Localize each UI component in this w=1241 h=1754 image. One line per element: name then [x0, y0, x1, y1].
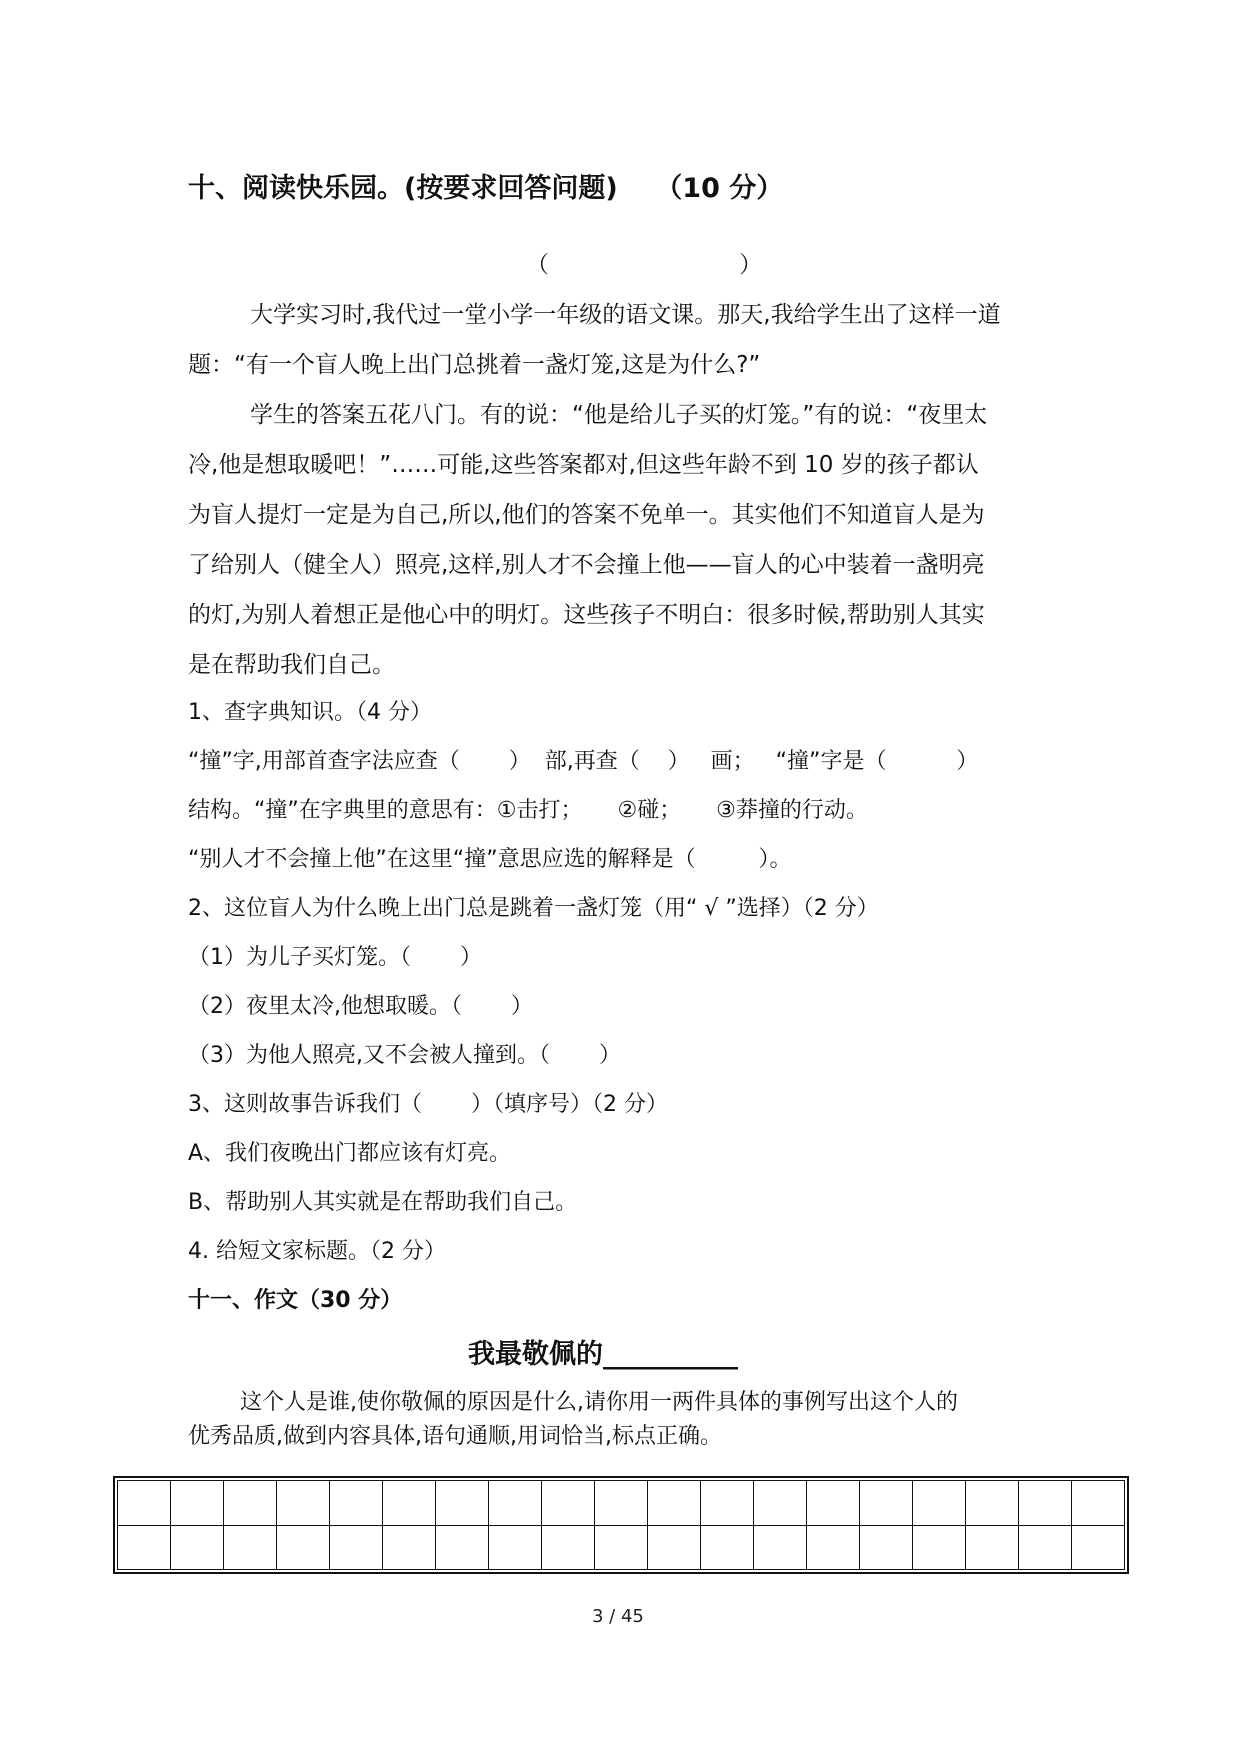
- writing-cell[interactable]: [489, 1525, 542, 1570]
- writing-cell[interactable]: [224, 1481, 277, 1526]
- writing-cell[interactable]: [171, 1525, 224, 1570]
- writing-cell[interactable]: [1019, 1525, 1072, 1570]
- writing-cell[interactable]: [595, 1481, 648, 1526]
- writing-grid-row: [118, 1525, 1125, 1570]
- page-number: 3 / 45: [592, 1606, 644, 1627]
- writing-cell[interactable]: [807, 1481, 860, 1526]
- essay-title: 我最敬佩的__________: [468, 1339, 738, 1370]
- question-3-title: 3、这则故事告诉我们（ ）（填序号）（2 分）: [188, 1092, 668, 1117]
- writing-cell[interactable]: [330, 1525, 383, 1570]
- section-10-heading: 十、阅读快乐园。(按要求回答问题) （10 分）: [188, 173, 784, 204]
- question-1-line: “别人才不会撞上他”在这里“撞”意思应选的解释是（ ）。: [188, 847, 792, 872]
- passage-line: 了给别人（健全人）照亮,这样,别人才不会撞上他——盲人的心中装着一盏明亮: [188, 552, 985, 578]
- writing-cell[interactable]: [277, 1525, 330, 1570]
- writing-cell[interactable]: [224, 1525, 277, 1570]
- question-1-line: 结构。“撞”在字典里的意思有：①击打； ②碰； ③莽撞的行动。: [188, 798, 868, 823]
- passage-line: 的灯,为别人着想正是他心中的明灯。这些孩子不明白：很多时候,帮助别人其实: [188, 602, 985, 628]
- writing-cell[interactable]: [966, 1481, 1019, 1526]
- writing-cell[interactable]: [171, 1481, 224, 1526]
- writing-cell[interactable]: [1019, 1481, 1072, 1526]
- passage-line: 大学实习时,我代过一堂小学一年级的语文课。那天,我给学生出了这样一道: [250, 302, 1001, 328]
- question-1-title: 1、查字典知识。（4 分）: [188, 700, 432, 725]
- writing-grid[interactable]: [113, 1476, 1129, 1574]
- writing-cell[interactable]: [966, 1525, 1019, 1570]
- passage-line: 为盲人提灯一定是为自己,所以,他们的答案不免单一。其实他们不知道盲人是为: [188, 502, 985, 528]
- writing-cell[interactable]: [1072, 1525, 1125, 1570]
- writing-cell[interactable]: [913, 1525, 966, 1570]
- writing-cell[interactable]: [701, 1525, 754, 1570]
- writing-cell[interactable]: [860, 1481, 913, 1526]
- writing-cell[interactable]: [754, 1481, 807, 1526]
- writing-cell[interactable]: [648, 1525, 701, 1570]
- question-3-option: B、帮助别人其实就是在帮助我们自己。: [188, 1190, 578, 1215]
- writing-cell[interactable]: [807, 1525, 860, 1570]
- essay-instructions-line: 优秀品质,做到内容具体,语句通顺,用词恰当,标点正确。: [188, 1424, 722, 1449]
- question-3-option: A、我们夜晚出门都应该有灯亮。: [188, 1141, 512, 1166]
- question-2-option: （3）为他人照亮,又不会被人撞到。（ ）: [188, 1043, 621, 1068]
- writing-cell[interactable]: [701, 1481, 754, 1526]
- writing-cell[interactable]: [118, 1525, 171, 1570]
- passage-line: 题：“有一个盲人晚上出门总挑着一盏灯笼,这是为什么?”: [188, 352, 761, 378]
- writing-cell[interactable]: [913, 1481, 966, 1526]
- writing-cell[interactable]: [860, 1525, 913, 1570]
- writing-cell[interactable]: [383, 1525, 436, 1570]
- writing-cell[interactable]: [436, 1481, 489, 1526]
- passage-line: 冷,他是想取暖吧！”……可能,这些答案都对,但这些年龄不到 10 岁的孩子都认: [188, 452, 979, 478]
- essay-instructions-line: 这个人是谁,使你敬佩的原因是什么,请你用一两件具体的事例写出这个人的: [240, 1390, 958, 1415]
- writing-cell[interactable]: [489, 1481, 542, 1526]
- question-4-title: 4. 给短文家标题。（2 分）: [188, 1239, 446, 1264]
- question-2-option: （1）为儿子买灯笼。（ ）: [188, 945, 482, 970]
- writing-grid-row: [118, 1481, 1125, 1526]
- section-11-heading: 十一、作文（30 分）: [188, 1288, 403, 1313]
- writing-cell[interactable]: [542, 1481, 595, 1526]
- writing-cell[interactable]: [754, 1525, 807, 1570]
- writing-cell[interactable]: [595, 1525, 648, 1570]
- writing-cell[interactable]: [436, 1525, 489, 1570]
- writing-cell[interactable]: [383, 1481, 436, 1526]
- question-2-title: 2、这位盲人为什么晚上出门总是跳着一盏灯笼（用“ √ ”选择）（2 分）: [188, 896, 879, 921]
- writing-cell[interactable]: [648, 1481, 701, 1526]
- question-1-line: “撞”字,用部首查字法应查（ ） 部,再查（ ） 画； “撞”字是（ ）: [188, 749, 979, 774]
- passage-line: 学生的答案五花八门。有的说：“他是给儿子买的灯笼。”有的说：“夜里太: [250, 402, 988, 428]
- writing-cell[interactable]: [118, 1481, 171, 1526]
- writing-cell[interactable]: [330, 1481, 383, 1526]
- question-2-option: （2）夜里太冷,他想取暖。（ ）: [188, 994, 533, 1019]
- writing-cell[interactable]: [277, 1481, 330, 1526]
- writing-cell[interactable]: [542, 1525, 595, 1570]
- writing-cell[interactable]: [1072, 1481, 1125, 1526]
- passage-line: 是在帮助我们自己。: [188, 652, 395, 678]
- passage-title-blank: （ ）: [526, 252, 763, 278]
